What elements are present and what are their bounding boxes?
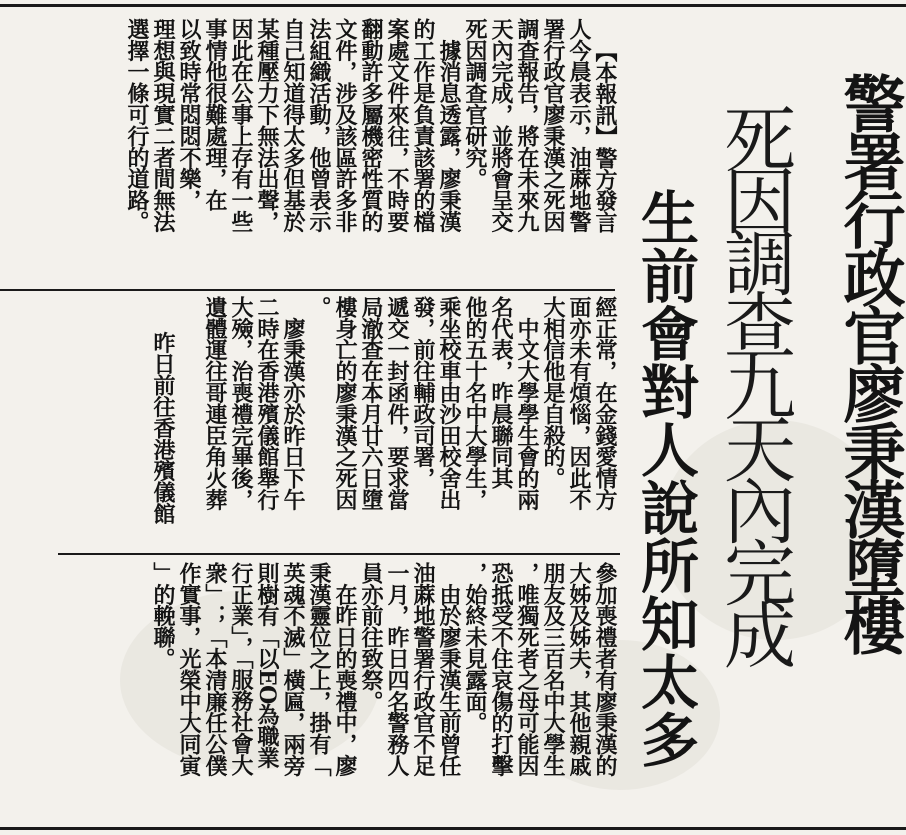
top-rule bbox=[0, 4, 906, 7]
body-column: 署行政官廖秉漢之死因 bbox=[540, 18, 566, 233]
body-column: 中文大學學生會的兩 bbox=[514, 296, 540, 511]
body-column: 一月，昨日四名警務人 bbox=[384, 562, 410, 777]
body-column: 大殮，治喪禮完畢後， bbox=[228, 296, 254, 511]
body-column: 在昨日的喪禮中，廖 bbox=[332, 562, 358, 777]
body-column: 理想與現實二者間無法 bbox=[150, 18, 176, 233]
headline-deck: 生前會對人說所知太多 bbox=[631, 188, 699, 768]
body-column: ，唯獨死者之母可能因 bbox=[514, 562, 540, 777]
body-column: 因此在公事上存有一些 bbox=[228, 18, 254, 233]
body-column: 死因調查官研究。 bbox=[462, 18, 488, 190]
body-column: 行正業」，「服務社會大 bbox=[228, 562, 254, 776]
body-column: 油蔴地警署行政官不足 bbox=[410, 562, 436, 777]
body-column: 的工作是負責該署的檔 bbox=[410, 18, 436, 233]
body-column: 選擇一條可行的道路。 bbox=[124, 18, 150, 233]
body-column: 昨日前往香港殯儀館 bbox=[150, 310, 176, 525]
body-column: 法組織活動，他曾表示 bbox=[306, 18, 332, 233]
body-column: 恐抵受不住哀傷的打擊 bbox=[488, 562, 514, 777]
body-column: 發，前往輔政司署， bbox=[410, 296, 436, 489]
body-column: 文件，涉及該區許多非 bbox=[332, 18, 358, 233]
body-column: 由於廖秉漢生前曾任 bbox=[436, 562, 462, 777]
body-column: ，始終未見露面。 bbox=[462, 562, 488, 734]
body-column: 衆」；「本清廉任公僕 bbox=[202, 562, 228, 777]
body-column: 自己知道得太多但基於 bbox=[280, 18, 306, 233]
body-column: 【本報訊】警方發言 bbox=[592, 40, 618, 233]
body-column: 廖秉漢亦於昨日下午 bbox=[280, 296, 306, 511]
body-column: 據消息透露，廖秉漢 bbox=[436, 18, 462, 233]
section-rule-2 bbox=[58, 553, 620, 555]
body-column: 乘坐校車由沙田校舍出 bbox=[436, 296, 462, 511]
body-column: 天內完成，並將會呈交 bbox=[488, 18, 514, 233]
body-column: 英魂不滅」橫匾，兩旁 bbox=[280, 562, 306, 777]
body-column: 以致時常悶悶不樂， bbox=[176, 18, 202, 211]
headline-sub: 死因調查九天內完成 bbox=[712, 102, 796, 660]
body-column: 翻動許多屬機密性質的 bbox=[358, 18, 384, 233]
body-column: 遺體運往哥連臣角火葬 bbox=[202, 296, 228, 511]
body-column: 人今晨表示，油蔴地警 bbox=[566, 18, 592, 233]
body-column: 他的五十名中大學生， bbox=[462, 296, 488, 511]
body-column: 某種壓力下無法出聲， bbox=[254, 18, 280, 233]
bottom-rule bbox=[0, 827, 906, 830]
body-column: 案處文件來往，不時要 bbox=[384, 18, 410, 233]
body-column: 事情他很難處理，在 bbox=[202, 18, 228, 211]
body-column: 樓身亡的廖秉漢之死因 bbox=[332, 296, 358, 511]
body-column: 則樹有「以EO為職業 bbox=[254, 562, 280, 768]
body-column: 經正常，在金錢愛情方 bbox=[592, 296, 618, 511]
body-column: 二時在香港殯儀館舉行 bbox=[254, 296, 280, 511]
body-column: 朋友及三百名中大學生 bbox=[540, 562, 566, 777]
body-column: 面亦未有煩惱，因此不 bbox=[566, 296, 592, 511]
body-column: 局澈查在本月廿六日墮 bbox=[358, 296, 384, 511]
body-column: 名代表，昨晨聯同其 bbox=[488, 296, 514, 489]
body-column: 作實事，光榮中大同寅 bbox=[176, 562, 202, 777]
body-column: 遞交一封函件，要求當 bbox=[384, 296, 410, 511]
body-column: 參加喪禮者有廖秉漢的 bbox=[592, 562, 618, 777]
body-column: 員亦前往致祭。 bbox=[358, 562, 384, 712]
section-rule-1 bbox=[0, 289, 615, 291]
body-column: 大姊及姊夫，其他親戚 bbox=[566, 562, 592, 777]
body-column: 大相信他是自殺的。 bbox=[540, 296, 566, 489]
body-column: 。 bbox=[306, 296, 332, 318]
body-column: 秉漢靈位之上，掛有「 bbox=[306, 562, 332, 777]
body-column: 」的輓聯。 bbox=[150, 562, 176, 670]
body-column: 調查報告，將在未來九 bbox=[514, 18, 540, 233]
headline-main: 警署行政官廖秉漢墮樓 bbox=[833, 72, 906, 652]
